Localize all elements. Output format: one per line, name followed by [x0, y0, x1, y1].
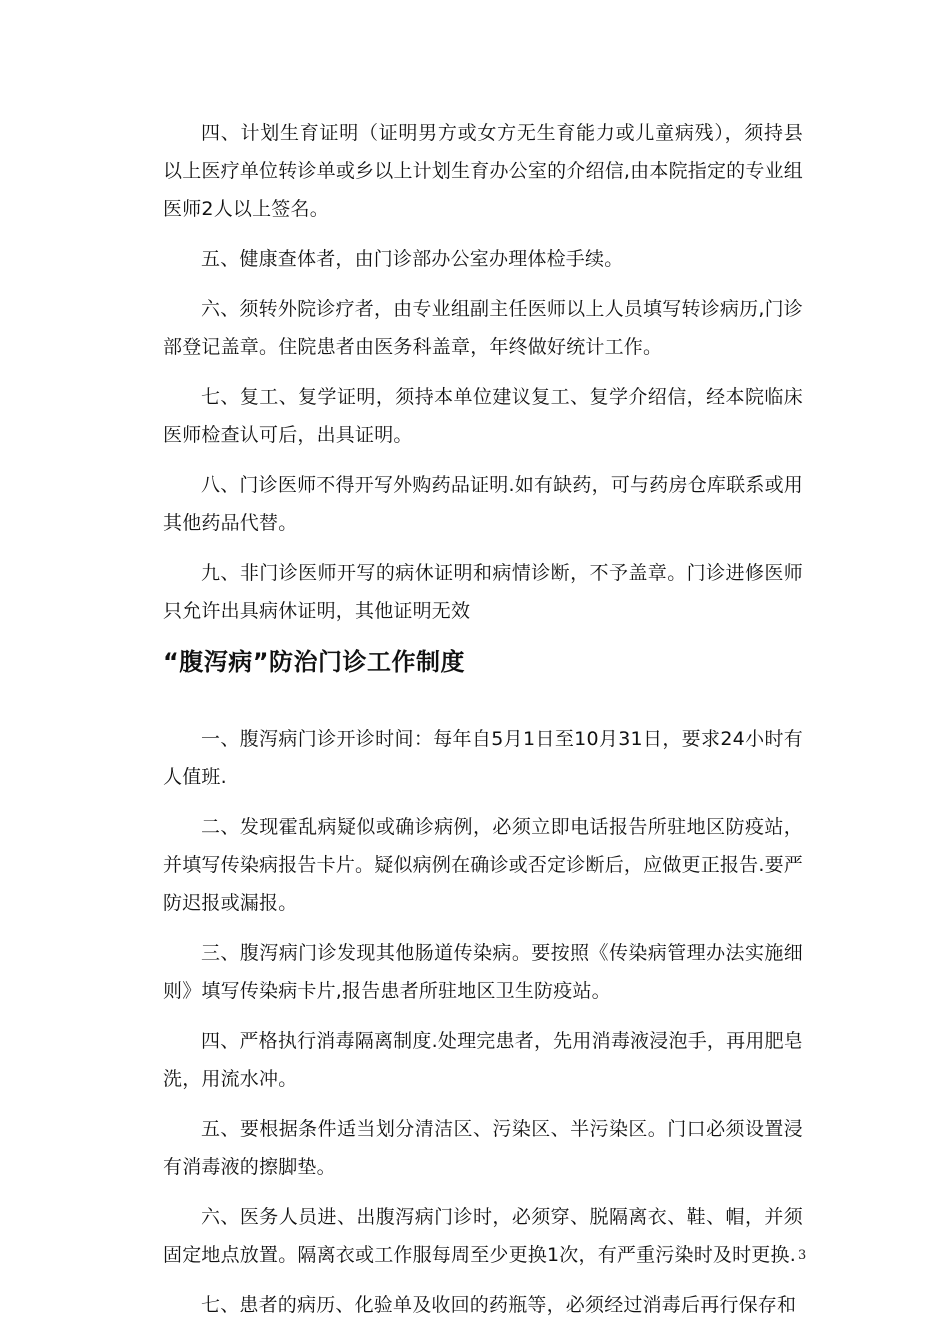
paragraph-item-6: 六、须转外院诊疗者，由专业组副主任医师以上人员填写转诊病历,门诊部登记盖章。住院患者由医务科盖章，年终做好统计工作。 — [163, 298, 803, 358]
paragraph-item-5: 五、健康查体者，由门诊部办公室办理体检手续。 — [201, 248, 624, 270]
rule-item-4: 四、严格执行消毒隔离制度.处理完患者，先用消毒液浸泡手，再用肥皂洗，用流水冲。 — [163, 1030, 803, 1090]
section-title: “腹泻病”防治门诊工作制度 — [163, 648, 466, 676]
rule-item-2: 二、发现霍乱病疑似或确诊病例，必须立即电话报告所驻地区防疫站，并填写传染病报告卡片。疑似病例在确诊或否定诊断后，应做更正报告.要严防迟报或漏报。 — [163, 816, 803, 914]
document-body — [163, 114, 803, 1336]
rule-item-7: 七、患者的病历、化验单及收回的药瓶等，必须经过消毒后再行保存和 — [201, 1294, 797, 1316]
rule-item-3: 三、腹泻病门诊发现其他肠道传染病。要按照《传染病管理办法实施细则》填写传染病卡片,报告患者所驻地区卫生防疫站。 — [163, 942, 803, 1002]
page-number: 3 — [798, 1248, 807, 1263]
paragraph-item-7: 七、复工、复学证明，须持本单位建议复工、复学介绍信，经本院临床医师检查认可后，出具证明。 — [163, 386, 803, 446]
paragraph-item-8: 八、门诊医师不得开写外购药品证明.如有缺药，可与药房仓库联系或用其他药品代替。 — [163, 474, 803, 534]
rule-item-6: 六、医务人员进、出腹泻病门诊时，必须穿、脱隔离衣、鞋、帽，并须固定地点放置。隔离衣或工作服每周至少更换1次，有严重污染时及时更换. — [163, 1206, 803, 1266]
rule-item-5: 五、要根据条件适当划分清洁区、污染区、半污染区。门口必须设置浸有消毒液的擦脚垫。 — [163, 1118, 803, 1178]
paragraph-item-4: 四、计划生育证明（证明男方或女方无生育能力或儿童病残），须持县以上医疗单位转诊单或乡以上计划生育办公室的介绍信,由本院指定的专业组医师2人以上签名。 — [163, 122, 803, 220]
paragraph-item-9: 九、非门诊医师开写的病休证明和病情诊断，不予盖章。门诊进修医师只允许出具病休证明，其他证明无效 — [163, 562, 803, 622]
rule-item-1: 一、腹泻病门诊开诊时间：每年自5月1日至10月31日，要求24小时有人值班. — [163, 728, 803, 788]
